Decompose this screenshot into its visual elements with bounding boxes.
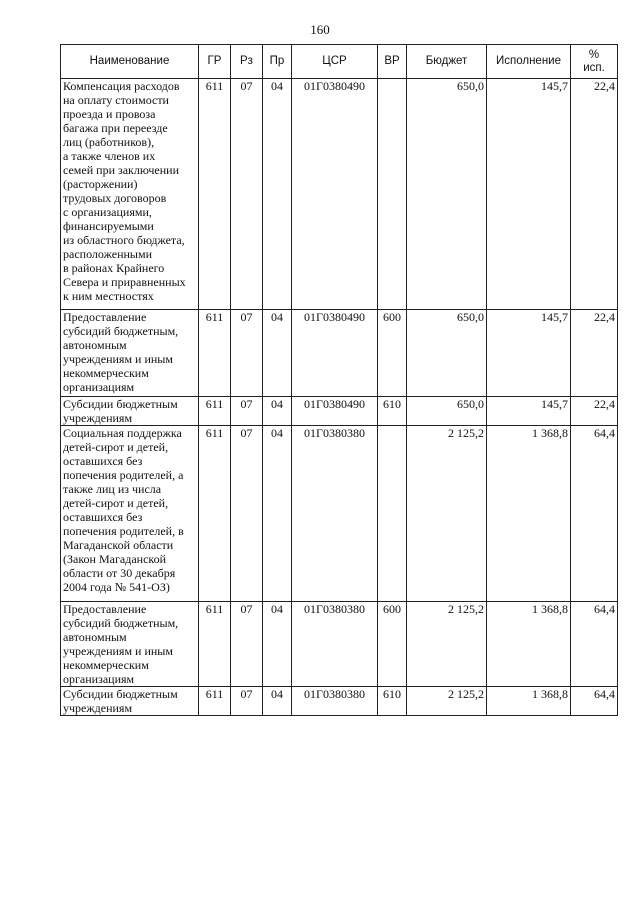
cell-percent: 22,4 xyxy=(571,79,618,310)
cell-pr: 04 xyxy=(263,397,292,426)
name-line: попечения родителей, а xyxy=(63,468,184,482)
name-line: субсидий бюджетным, xyxy=(63,616,179,630)
name-line: попечения родителей, в xyxy=(63,524,184,538)
name-line: некоммерческим xyxy=(63,658,149,672)
header-percent xyxy=(571,45,618,79)
header-name: Наименование xyxy=(61,45,199,79)
cell-execution: 1 368,8 xyxy=(487,602,571,687)
cell-name xyxy=(61,397,199,426)
name-line: трудовых договоров xyxy=(63,191,167,205)
table-row xyxy=(61,687,618,716)
cell-name xyxy=(61,426,199,602)
cell-percent: 22,4 xyxy=(571,310,618,397)
cell-rz: 07 xyxy=(231,687,263,716)
name-line: автономным xyxy=(63,630,127,644)
cell-csr: 01Г0380380 xyxy=(292,687,378,716)
cell-execution: 145,7 xyxy=(487,310,571,397)
header-execution: Исполнение xyxy=(487,45,571,79)
name-line: Севера и приравненных xyxy=(63,275,186,289)
cell-budget: 650,0 xyxy=(407,397,487,426)
cell-vr xyxy=(378,79,407,310)
cell-vr: 600 xyxy=(378,310,407,397)
name-line: Социальная поддержка xyxy=(63,426,182,440)
name-line: Магаданской области xyxy=(63,538,174,552)
cell-rz: 07 xyxy=(231,426,263,602)
cell-rz: 07 xyxy=(231,310,263,397)
name-line: субсидий бюджетным, xyxy=(63,324,179,338)
cell-name xyxy=(61,310,199,397)
name-line: семей при заключении xyxy=(63,163,180,177)
name-line: Субсидии бюджетным xyxy=(63,687,178,701)
name-line: Предоставление xyxy=(63,602,147,616)
header-percent-label: исп. xyxy=(583,61,605,74)
name-line: детей-сирот и детей, xyxy=(63,496,169,510)
cell-gr: 611 xyxy=(199,79,231,310)
cell-vr: 600 xyxy=(378,602,407,687)
cell-execution: 145,7 xyxy=(487,79,571,310)
name-line: Предоставление xyxy=(63,310,147,324)
cell-csr: 01Г0380490 xyxy=(292,310,378,397)
cell-rz: 07 xyxy=(231,397,263,426)
header-csr: ЦСР xyxy=(292,45,378,79)
name-line: некоммерческим xyxy=(63,366,149,380)
table-row xyxy=(61,310,618,397)
cell-pr: 04 xyxy=(263,310,292,397)
cell-pr: 04 xyxy=(263,602,292,687)
name-line: Субсидии бюджетным xyxy=(63,397,178,411)
name-line: также лиц из числа xyxy=(63,482,162,496)
cell-name xyxy=(61,602,199,687)
cell-execution: 1 368,8 xyxy=(487,687,571,716)
cell-gr: 611 xyxy=(199,602,231,687)
name-line: оставшихся без xyxy=(63,454,143,468)
cell-gr: 611 xyxy=(199,687,231,716)
budget-table xyxy=(60,44,618,716)
name-line: области от 30 декабря xyxy=(63,566,176,580)
cell-execution: 1 368,8 xyxy=(487,426,571,602)
table-row xyxy=(61,426,618,602)
name-line: детей-сирот и детей, xyxy=(63,440,169,454)
cell-rz: 07 xyxy=(231,602,263,687)
header-rz: Рз xyxy=(231,45,263,79)
cell-pr: 04 xyxy=(263,426,292,602)
cell-percent: 64,4 xyxy=(571,602,618,687)
header-gr: ГР xyxy=(199,45,231,79)
cell-budget: 2 125,2 xyxy=(407,602,487,687)
name-line: Компенсация расходов xyxy=(63,79,180,93)
cell-pr: 04 xyxy=(263,687,292,716)
table-body xyxy=(61,79,618,716)
name-line: проезда и провоза xyxy=(63,107,156,121)
table-row xyxy=(61,397,618,426)
cell-budget: 2 125,2 xyxy=(407,687,487,716)
page-number: 160 xyxy=(310,22,330,37)
name-line: финансируемыми xyxy=(63,219,154,233)
name-line: багажа при переезде xyxy=(63,121,168,135)
cell-percent: 64,4 xyxy=(571,426,618,602)
cell-gr: 611 xyxy=(199,310,231,397)
name-line: а также членов их xyxy=(63,149,156,163)
cell-gr: 611 xyxy=(199,426,231,602)
cell-pr: 04 xyxy=(263,79,292,310)
cell-vr xyxy=(378,426,407,602)
name-line: учреждениям xyxy=(63,411,133,425)
name-line: из областного бюджета, xyxy=(63,233,185,247)
cell-budget: 650,0 xyxy=(407,79,487,310)
name-line: с организациями, xyxy=(63,205,152,219)
name-line: к ним местностях xyxy=(63,289,154,303)
name-line: (расторжении) xyxy=(63,177,138,191)
name-line: лиц (работников), xyxy=(63,135,155,149)
cell-execution: 145,7 xyxy=(487,397,571,426)
name-line: 2004 года № 541-ОЗ) xyxy=(63,580,170,594)
cell-csr: 01Г0380380 xyxy=(292,426,378,602)
header-percent-sign: % xyxy=(588,48,600,61)
cell-percent: 64,4 xyxy=(571,687,618,716)
name-line: учреждениям и иным xyxy=(63,644,173,658)
header-budget: Бюджет xyxy=(407,45,487,79)
cell-name xyxy=(61,79,199,310)
cell-budget: 2 125,2 xyxy=(407,426,487,602)
cell-name xyxy=(61,687,199,716)
header-pr: Пр xyxy=(263,45,292,79)
name-line: в районах Крайнего xyxy=(63,261,165,275)
name-line: организациям xyxy=(63,672,135,686)
table-row xyxy=(61,79,618,310)
name-line: учреждениям и иным xyxy=(63,352,173,366)
name-line: оставшихся без xyxy=(63,510,143,524)
table-header-row xyxy=(61,45,618,79)
cell-vr: 610 xyxy=(378,397,407,426)
name-line: организациям xyxy=(63,380,135,394)
name-line: автономным xyxy=(63,338,127,352)
table-row xyxy=(61,602,618,687)
cell-csr: 01Г0380490 xyxy=(292,397,378,426)
cell-vr: 610 xyxy=(378,687,407,716)
name-line: на оплату стоимости xyxy=(63,93,169,107)
name-line: расположенными xyxy=(63,247,152,261)
name-line: учреждениям xyxy=(63,701,133,715)
header-vr: ВР xyxy=(378,45,407,79)
cell-csr: 01Г0380380 xyxy=(292,602,378,687)
cell-percent: 22,4 xyxy=(571,397,618,426)
name-line: (Закон Магаданской xyxy=(63,552,167,566)
cell-csr: 01Г0380490 xyxy=(292,79,378,310)
cell-gr: 611 xyxy=(199,397,231,426)
cell-rz: 07 xyxy=(231,79,263,310)
cell-budget: 650,0 xyxy=(407,310,487,397)
